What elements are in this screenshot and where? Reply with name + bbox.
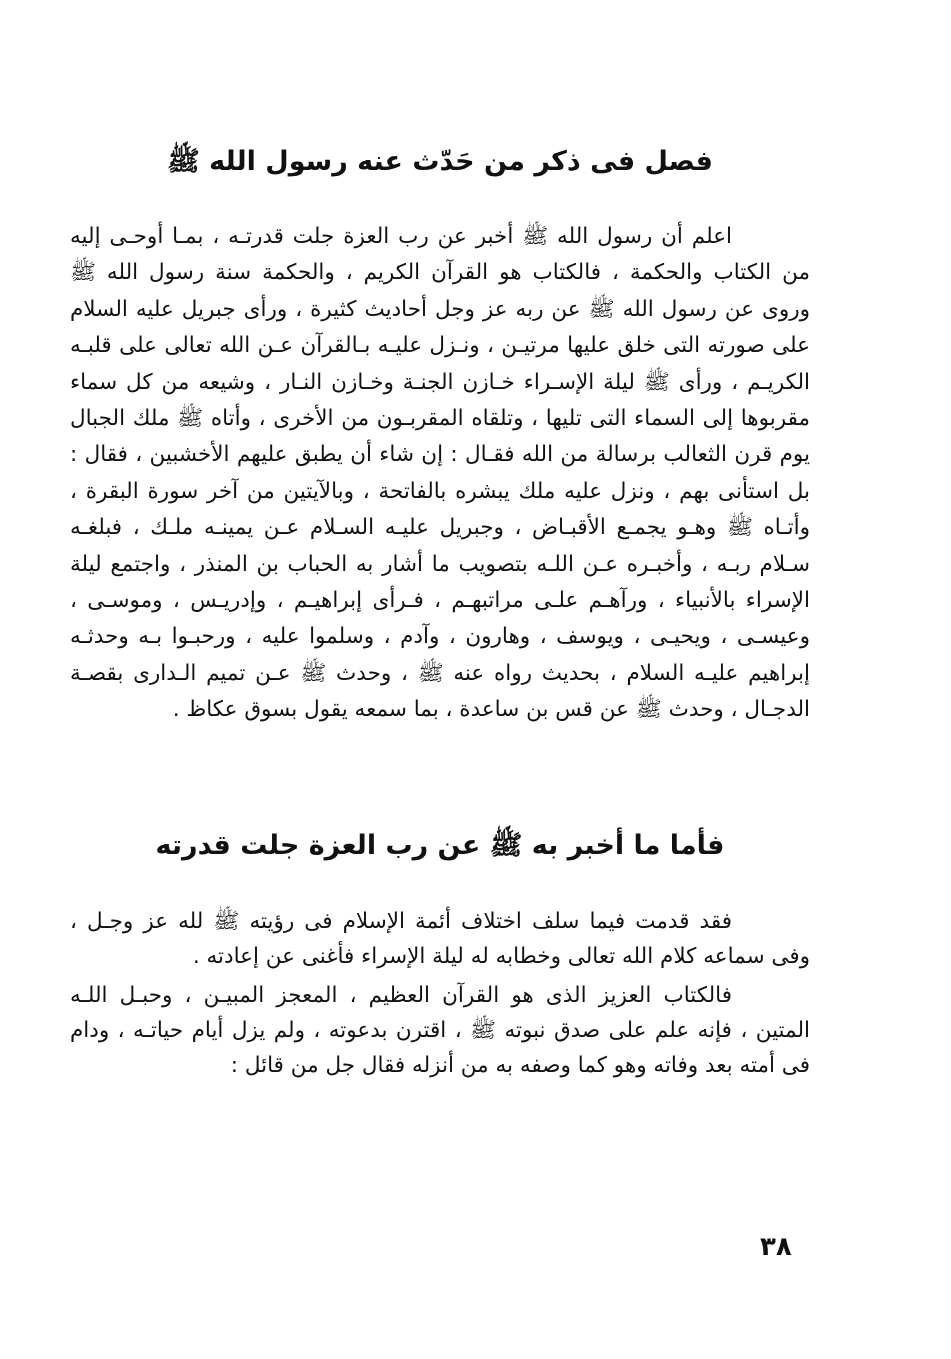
- section-heading-2: فأما ما أخبر به ﷺ عن رب العزة جلت قدرته: [155, 830, 725, 861]
- paragraph-3: فالكتاب العزيز الذى هو القرآن العظيم ، المعجز المبيـن ، وحبـل اللـه المتين ، فإنه علم على صدق نبوته ﷺ ، اقترن بدعوته ، ولم يزل أيام حياتـه ، ودام فى أمته بعد وفاته وهو كما وصفه به من أنزله فقال جل من قائل :: [70, 983, 810, 1078]
- paragraph-1: اعلم أن رسول الله ﷺ أخبر عن رب العزة جلت قدرتـه ، بمـا أوحـى إليه من الكتاب والحكمة ، فالكتاب هو القرآن الكريم ، والحكمة سنة رسول الله ﷺ وروى عن رسول الله ﷺ عن ربه عز وجل أحاديث كثيرة ، ورأى جبريل عليه السلام على صورته التى خلق عليها مرتيـن ، ونـزل عليـه بـالقرآن عـن الله تعالى على قلبـه الكريـم ، ورأى ﷺ ليلة الإسـراء خـازن الجنـة وخـازن النـار ، وشيعه من كل سماء مقربوها إلى السماء التى تليها ، وتلقاه المقربـون من الأخرى ، وأتاه ﷺ ملك الجبال يوم قرن الثعالب برسالة من الله فقـال : إن شاء أن يطبق عليهم الأخشبين ، فقال : بل استأنى بهم ، ونزل عليه ملك يبشره بالفاتحة ، وبالآيتين من آخر سورة البقرة ، وأتـاه ﷺ وهـو يجمـع الأقبـاض ، وجبريل عليـه السـلام عـن يمينـه ملـك ، فبلغـه سـلام ربـه ، وأخبـره عـن اللـه بتصويب ما أشار به الحباب بن المنذر ، واجتمع ليلة الإسراء بالأنبياء ، ورآهـم علـى مراتبهـم ، فـرأى إبراهيـم ، وإدريـس ، وموسـى ، وعيسـى ، ويحيـى ، ويوسف ، وهارون ، وآدم ، وسلموا عليه ، ورحبـوا بـه وحدثـه إبراهيم عليـه السلام ، بحديث رواه عنه ﷺ ، وحدث ﷺ عـن تميم الـدارى بقصـة الدجـال ، وحدث ﷺ عن قس بن ساعدة ، بما سمعه يقول بسوق عكاظ .: [70, 224, 810, 723]
- book-page: [70, 0, 810, 1359]
- section-heading-1: فصل فى ذكر من حَدّث عنه رسول الله ﷺ: [167, 146, 713, 177]
- page-number: ٣٨: [760, 1232, 792, 1262]
- paragraph-2: فقد قدمت فيما سلف اختلاف أئمة الإسلام فى رؤيته ﷺ لله عز وجـل ، وفى سماعه كلام الله تعالى وخطابه له ليلة الإسراء فأغنى عن إعادته .: [70, 909, 810, 969]
